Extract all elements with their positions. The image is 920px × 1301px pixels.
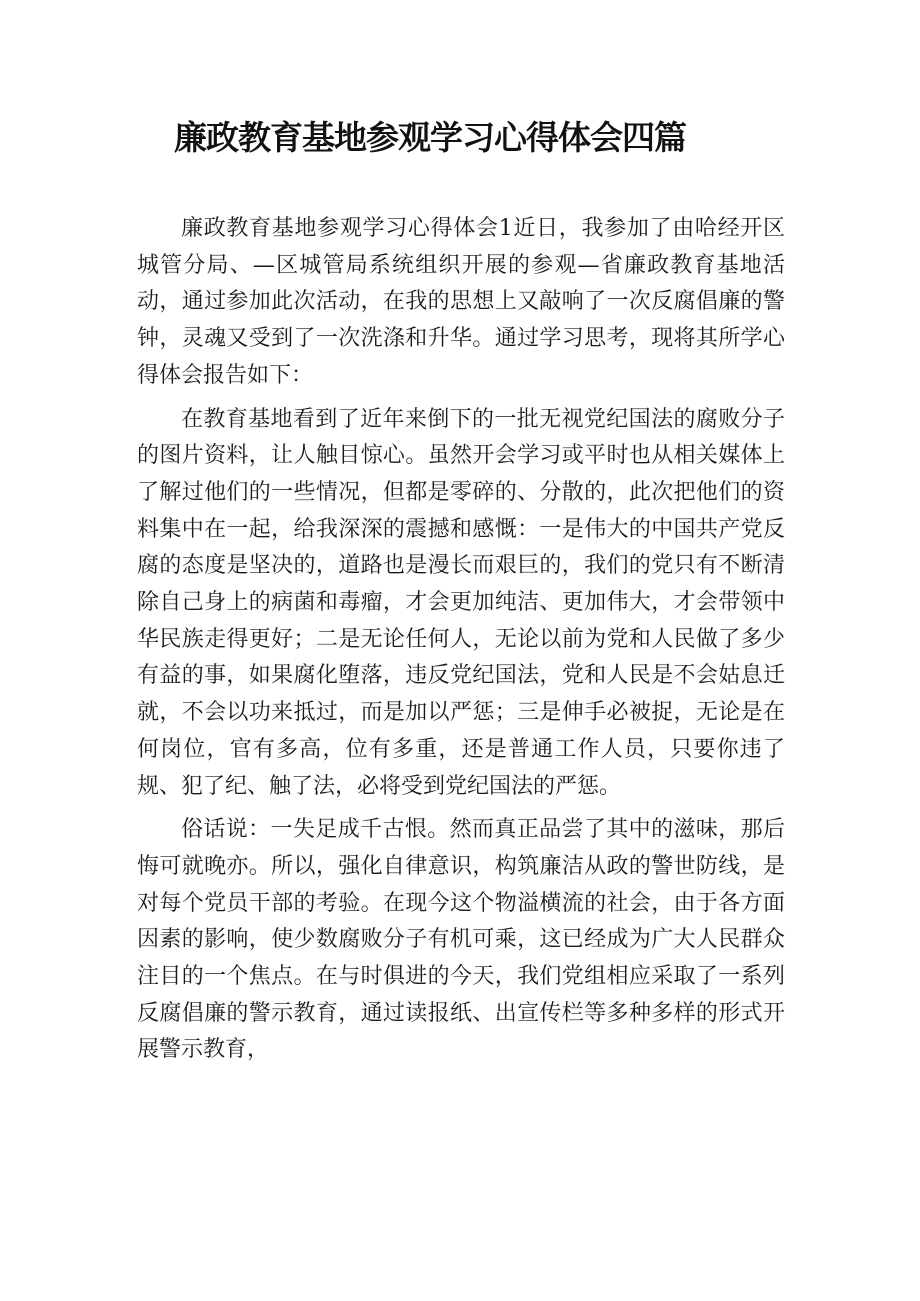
paragraph-1: 廉政教育基地参观学习心得体会1近日，我参加了由哈经开区城管分局、—区城管局系统组织开展的参观—省廉政教育基地活动，通过参加此次活动，在我的思想上又敲响了一次反腐倡廉的警钟，灵魂又受到了一次洗涤和升华。通过学习思考，现将其所学心得体会报告如下： [137,216,785,388]
paragraph-2: 在教育基地看到了近年来倒下的一批无视党纪国法的腐败分子的图片资料，让人触目惊心。虽然开会学习或平时也从相关媒体上了解过他们的一些情况，但都是零碎的、分散的，此次把他们的资料集中在一起，给我深深的震撼和感慨：一是伟大的中国共产党反腐的态度是坚决的，道路也是漫长而艰巨的，我们的党只有不断清除自己身上的病菌和毒瘤，才会更加纯洁、更加伟大，才会带领中华民族走得更好；二是无论任何人，无论以前为党和人民做了多少有益的事，如果腐化堕落，违反党纪国法，党和人民是不会姑息迁就，不会以功来抵过，而是加以严惩；三是伸手必被捉，无论是在何岗位，官有多高，位有多重，还是普通工作人员，只要你违了规、犯了纪、触了法，必将受到党纪国法的严惩。 [137,406,785,799]
document-body [137,211,785,1076]
document-title: 廉政教育基地参观学习心得体会四篇 [174,118,686,157]
paragraph-3: 俗话说：一失足成千古恨。然而真正品尝了其中的滋味，那后悔可就晚亦。所以，强化自律意识，构筑廉洁从政的警世防线，是对每个党员干部的考验。在现今这个物溢横流的社会，由于各方面因素的影响，使少数腐败分子有机可乘，这已经成为广大人民群众注目的一个焦点。在与时俱进的今天，我们党组相应采取了一系列反腐倡廉的警示教育，通过读报纸、出宣传栏等多种多样的形式开展警示教育， [137,817,785,1063]
